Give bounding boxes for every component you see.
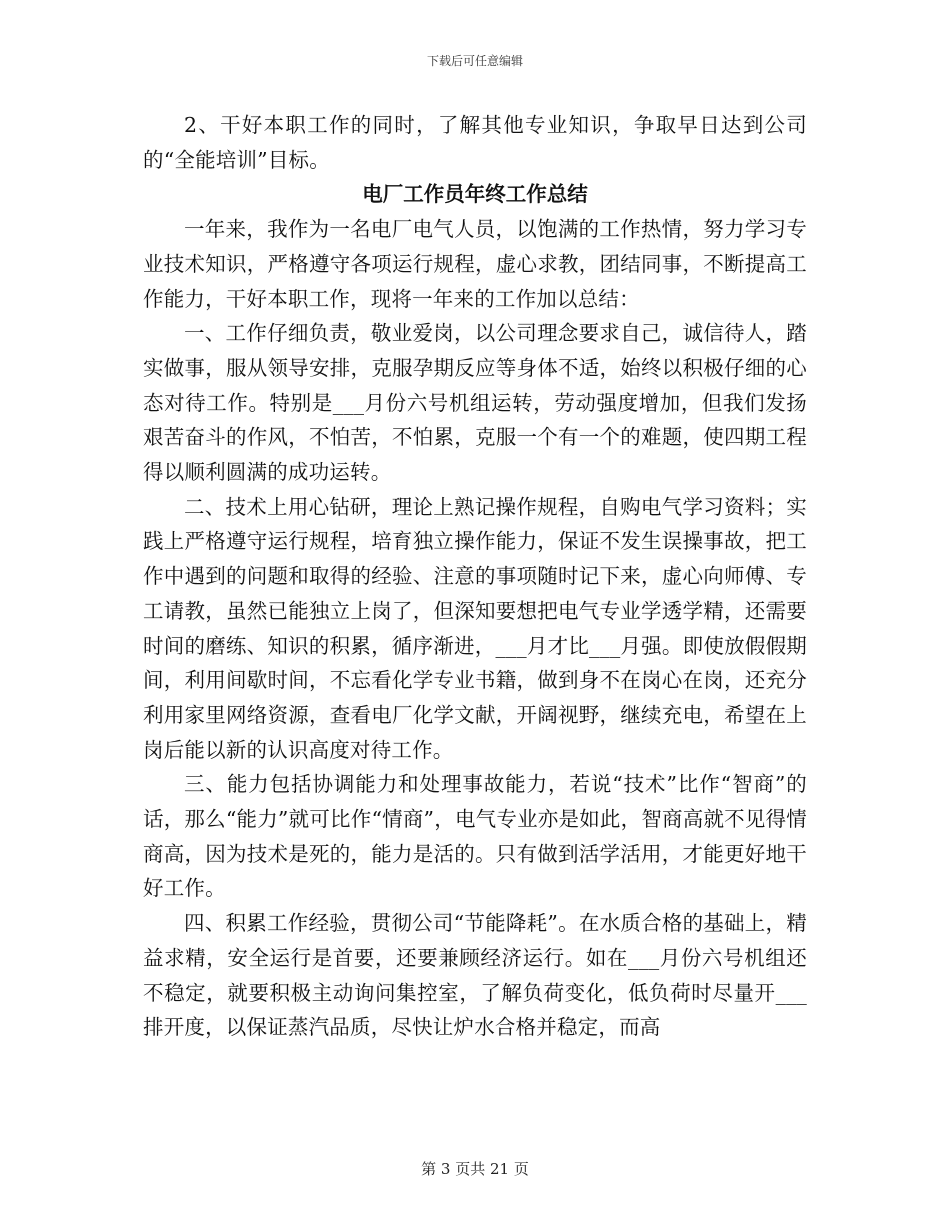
paragraph-section-4: 四、积累工作经验，贯彻公司“节能降耗”。在水质合格的基础上，精益求精，安全运行是首要，还要兼顾经济运行。如在___月份六号机组还不稳定，就要积极主动询问集控室，了解负荷变化，低负荷时尽量开___排开度，以保证蒸汽品质，尽快让炉水合格并稳定，而高 [143,911,807,1040]
paragraph-intro: 一年来，我作为一名电厂电气人员，以饱满的工作热情，努力学习专业技术知识，严格遵守各项运行规程，虚心求教，团结同事，不断提高工作能力，干好本职工作，现将一年来的工作加以总结： [143,217,807,311]
page-header-note: 下载后可任意编辑 [426,54,523,68]
paragraph-section-1: 一、工作仔细负责，敬业爱岗，以公司理念要求自己，诚信待人，踏实做事，服从领导安排，克服孕期反应等身体不适，始终以积极仔细的心态对待工作。特别是___月份六号机组运转，劳动强度增加，但我们发扬艰苦奋斗的作风，不怕苦，不怕累，克服一个有一个的难题，使四期工程得以顺利圆满的成功运转。 [143,321,807,485]
paragraph-section-2: 二、技术上用心钻研，理论上熟记操作规程，自购电气学习资料；实践上严格遵守运行规程，培育独立操作能力，保证不发生误操事故，把工作中遇到的问题和取得的经验、注意的事项随时记下来，虚心向师傅、专工请教，虽然已能独立上岗了，但深知要想把电气专业学透学精，还需要时间的磨练、知识的积累，循序渐进，___月才比___月强。即使放假假期间，利用间歇时间，不忘看化学专业书籍，做到身不在岗心在岗，还充分利用家里网络资源，查看电厂化学文献，开阔视野，继续充电，希望在上岗后能以新的认识高度对待工作。 [143,494,807,762]
page-number: 第 3 页共 21 页 [421,1160,529,1178]
document-title: 电厂工作员年终工作总结 [362,182,588,207]
paragraph-section-3: 三、能力包括协调能力和处理事故能力，若说“技术”比作“智商”的话，那么“能力”就可比作“情商”，电气专业亦是如此，智商高就不见得情商高，因为技术是死的，能力是活的。只有做到活学活用，才能更好地干好工作。 [143,772,807,901]
paragraph-training-goal: 2、干好本职工作的同时，了解其他专业知识，争取早日达到公司的“全能培训”目标。 [143,113,807,172]
document-body [143,108,807,1045]
